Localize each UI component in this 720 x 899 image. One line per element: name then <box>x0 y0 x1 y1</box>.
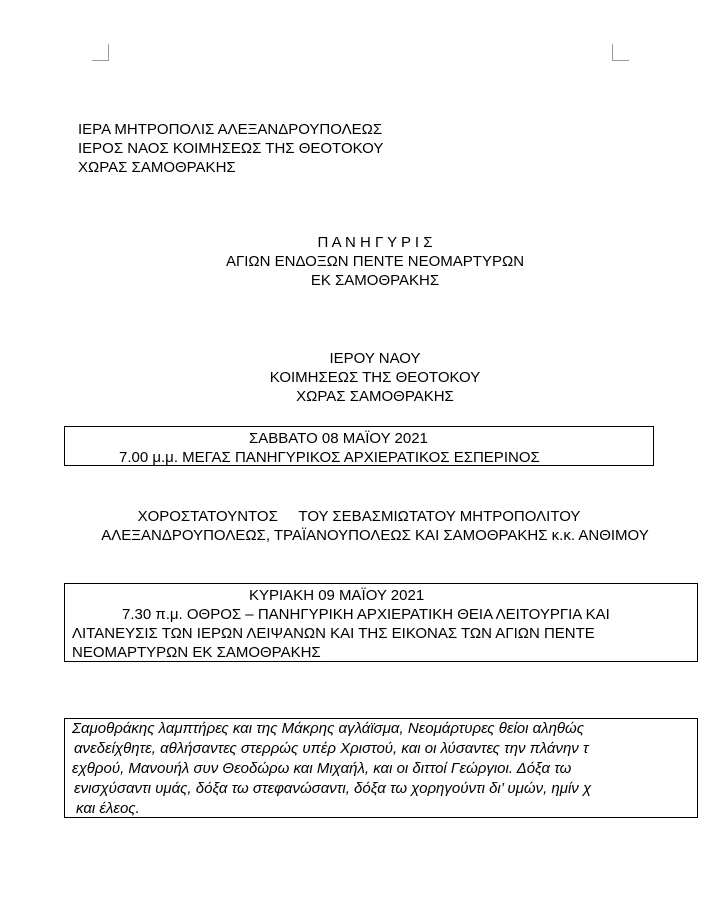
saturday-date: ΣΑΒΒΑΤΟ 08 ΜΑΪΟΥ 2021 <box>249 430 428 447</box>
hymn-line-4: ενισχύσαντι υμάς, δόξα τω στεφανώσαντι, δόξα τω χορηγούντι δι’ υμών, ημίν χ <box>74 780 592 797</box>
issuer-header <box>78 120 383 177</box>
sunday-event-line-2: ΛΙΤΑΝΕΥΣΙΣ ΤΩΝ ΙΕΡΩΝ ΛΕΙΨΑΝΩΝ ΚΑΙ ΤΗΣ ΕΙΚΟΝΑΣ ΤΩΝ ΑΓΙΩΝ ΠΕΝΤΕ <box>72 625 595 642</box>
hymn-box <box>64 718 698 818</box>
presiding-hierarch <box>0 507 720 545</box>
header-line-church: ΙΕΡΟΣ ΝΑΟΣ ΚΟΙΜΗΣΕΩΣ ΤΗΣ ΘΕΟΤΟΚΟΥ <box>78 140 384 157</box>
temple-line-3: ΧΩΡΑΣ ΣΑΜΟΘΡΑΚΗΣ <box>296 388 454 405</box>
feast-title: Π Α Ν Η Γ Υ Ρ Ι Σ <box>317 234 433 251</box>
sunday-date: ΚΥΡΙΑΚΗ 09 ΜΑΪΟΥ 2021 <box>249 587 425 604</box>
hymn-line-3: εχθρού, Μανουήλ συν Θεοδώρω και Μιχαήλ, και οι διττοί Γεώργιοι. Δόξα τω <box>72 760 572 777</box>
header-line-metropolis: ΙΕΡΑ ΜΗΤΡΟΠΟΛΙΣ ΑΛΕΞΑΝΔΡΟΥΠΟΛΕΩΣ <box>78 121 383 138</box>
hymn-line-1: Σαμοθράκης λαμπτήρες και της Μάκρης αγλάϊσμα, Νεομάρτυρες θείοι αληθώς <box>72 720 585 737</box>
hymn-text <box>72 719 698 818</box>
page-corner-mark-right <box>612 44 629 61</box>
feast-subtitle-origin: ΕΚ ΣΑΜΟΘΡΑΚΗΣ <box>310 272 440 289</box>
sunday-event <box>72 605 692 662</box>
presiding-line-2: ΑΛΕΞΑΝΔΡΟΥΠΟΛΕΩΣ, ΤΡΑΪΑΝΟΥΠΟΛΕΩΣ ΚΑΙ ΣΑΜΟΘΡΑΚΗΣ κ.κ. ΑΝΘΙΜΟΥ <box>101 527 649 544</box>
temple-line-2: ΚΟΙΜΗΣΕΩΣ ΤΗΣ ΘΕΟΤΟΚΟΥ <box>269 369 481 386</box>
sunday-event-line-1: 7.30 π.μ. ΟΘΡΟΣ – ΠΑΝΗΓΥΡΙΚΗ ΑΡΧΙΕΡΑΤΙΚΗ ΘΕΙΑ ΛΕΙΤΟΥΡΓΙΑ ΚΑΙ <box>122 606 610 623</box>
page-corner-mark-left <box>92 44 109 61</box>
feast-title-block <box>0 233 720 290</box>
hymn-line-2: ανεδείχθητε, αθλήσαντες στερρώς υπέρ Χριστού, και οι λύσαντες την πλάνην τ <box>74 740 589 757</box>
hymn-line-5: και έλεος. <box>76 800 140 817</box>
feast-subtitle: ΑΓΙΩΝ ΕΝΔΟΞΩΝ ΠΕΝΤΕ ΝΕΟΜΑΡΤΥΡΩΝ <box>225 253 525 270</box>
temple-line-1: ΙΕΡΟΥ ΝΑΟΥ <box>329 350 421 367</box>
temple-block <box>0 349 720 406</box>
presiding-line-1: ΧΟΡΟΣΤΑΤΟΥΝΤΟΣ ΤΟΥ ΣΕΒΑΣΜΙΩΤΑΤΟΥ ΜΗΤΡΟΠΟΛΙΤΟΥ <box>137 508 581 525</box>
sunday-event-line-3: ΝΕΟΜΑΡΤΥΡΩΝ ΕΚ ΣΑΜΟΘΡΑΚΗΣ <box>72 644 321 661</box>
sunday-schedule-box <box>64 583 698 662</box>
saturday-event: 7.00 μ.μ. ΜΕΓΑΣ ΠΑΝΗΓΥΡΙΚΟΣ ΑΡΧΙΕΡΑΤΙΚΟΣ ΕΣΠΕΡΙΝΟΣ <box>119 449 540 466</box>
header-line-town: ΧΩΡΑΣ ΣΑΜΟΘΡΑΚΗΣ <box>78 159 236 176</box>
saturday-schedule-box <box>64 426 654 466</box>
